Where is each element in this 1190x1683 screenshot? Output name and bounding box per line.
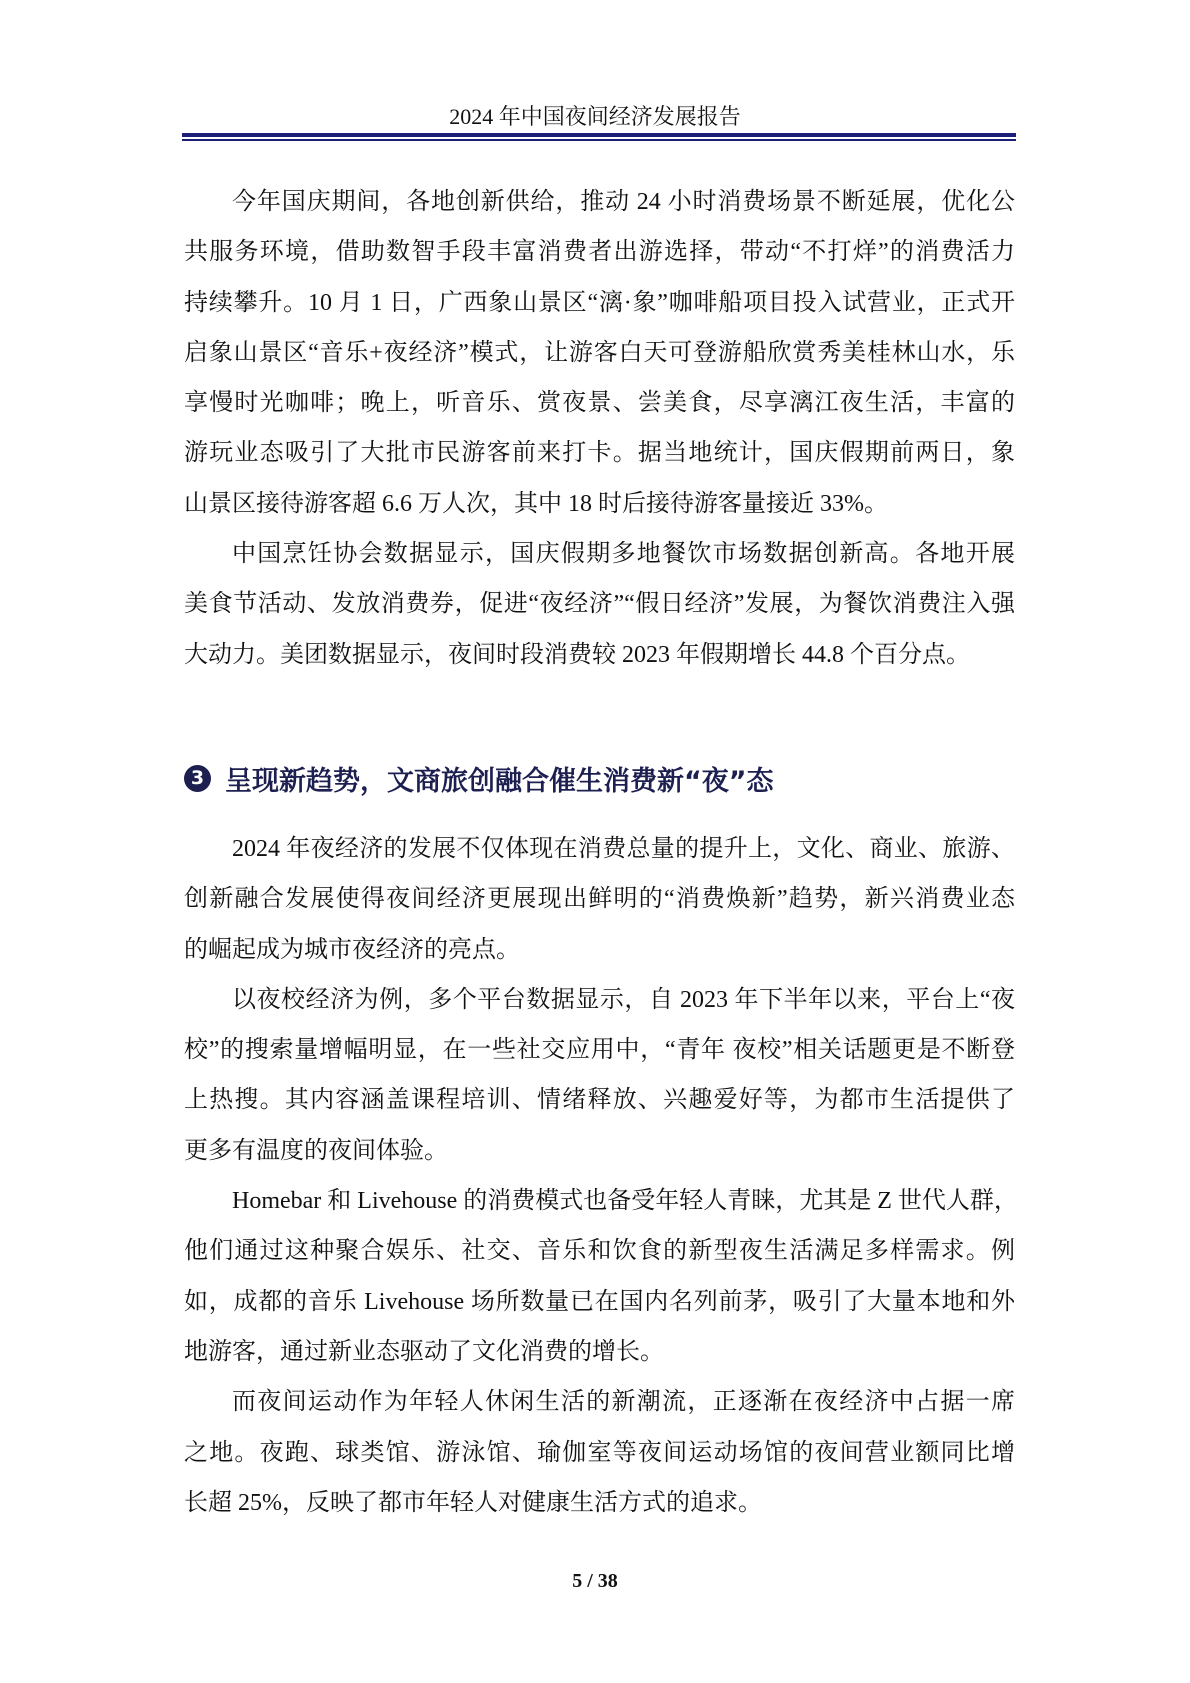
text-line: 创新融合发展使得夜间经济更展现出鲜明的“消费焕新”趋势，新兴消费业态 [184,886,1015,913]
text-line: 今年国庆期间，各地创新供给，推动 24 小时消费场景不断延展，优化公 [232,189,1015,215]
paragraph [184,1377,1015,1528]
text-line: 享慢时光咖啡；晚上，听音乐、赏夜景、尝美食，尽享漓江夜生活，丰富的 [184,390,1015,417]
section-heading-text: 呈现新趋势，文商旅创融合催生消费新“夜”态 [225,765,774,797]
paragraph [184,975,1015,1176]
text-line: 美食节活动、发放消费券，促进“夜经济”“假日经济”发展，为餐饮消费注入强 [184,591,1015,618]
running-header-title: 2024 年中国夜间经济发展报告 [449,104,741,129]
paragraph [184,529,1015,680]
text-line: 长超 25%，反映了都市年轻人对健康生活方式的追求。 [184,1489,762,1516]
text-line: 而夜间运动作为年轻人休闲生活的新潮流，正逐渐在夜经济中占据一席 [232,1389,1015,1416]
page-number: 5 / 38 [572,1570,618,1592]
text-line: 中国烹饪协会数据显示，国庆假期多地餐饮市场数据创新高。各地开展 [232,541,1015,568]
section-heading [184,758,774,798]
text-line: 山景区接待游客超 6.6 万人次，其中 18 时后接待游客量接近 33%。 [184,490,888,517]
text-line: 他们通过这种聚合娱乐、社交、音乐和饮食的新型夜生活满足多样需求。例 [184,1238,1015,1265]
header-rule-thin [182,139,1016,141]
text-line: 启象山景区“音乐+夜经济”模式，让游客白天可登游船欣赏秀美桂林山水，乐 [184,339,1015,366]
section-3-body [184,824,1018,1528]
text-line: 大动力。美团数据显示，夜间时段消费较 2023 年假期增长 44.8 个百分点。 [184,641,970,668]
text-line: 游玩业态吸引了大批市民游客前来打卡。据当地统计，国庆假期前两日，象 [184,440,1015,467]
section-1-body [184,177,1015,680]
text-line: 校”的搜索量增幅明显，在一些社交应用中，“青年 夜校”相关话题更是不断登 [184,1037,1015,1064]
text-line: 如，成都的音乐 Livehouse 场所数量已在国内名列前茅，吸引了大量本地和外 [184,1288,1015,1315]
text-line: 更多有温度的夜间体验。 [184,1137,448,1164]
text-line: 的崛起成为城市夜经济的亮点。 [184,936,520,963]
text-line: 2024 年夜经济的发展不仅体现在消费总量的提升上，文化、商业、旅游、 [232,836,1015,862]
paragraph [184,177,1015,529]
paragraph [184,1176,1018,1377]
paragraph [184,824,1015,975]
text-line: 以夜校经济为例，多个平台数据显示，自 2023 年下半年以来，平台上“夜 [232,986,1015,1013]
section-number-badge: 3 [184,765,211,792]
text-line: 地游客，通过新业态驱动了文化消费的增长。 [184,1338,664,1365]
text-line: 之地。夜跑、球类馆、游泳馆、瑜伽室等夜间运动场馆的夜间营业额同比增 [184,1439,1015,1466]
text-line: 上热搜。其内容涵盖课程培训、情绪释放、兴趣爱好等，为都市生活提供了 [184,1087,1015,1114]
header-rule-thick [182,133,1016,137]
text-line: 共服务环境，借助数智手段丰富消费者出游选择，带动“不打烊”的消费活力 [184,239,1015,266]
text-line: Homebar 和 Livehouse 的消费模式也备受年轻人青睐，尤其是 Z 世代人群， [232,1188,1018,1215]
text-line: 持续攀升。10 月 1 日，广西象山景区“漓·象”咖啡船项目投入试营业，正式开 [184,289,1015,316]
